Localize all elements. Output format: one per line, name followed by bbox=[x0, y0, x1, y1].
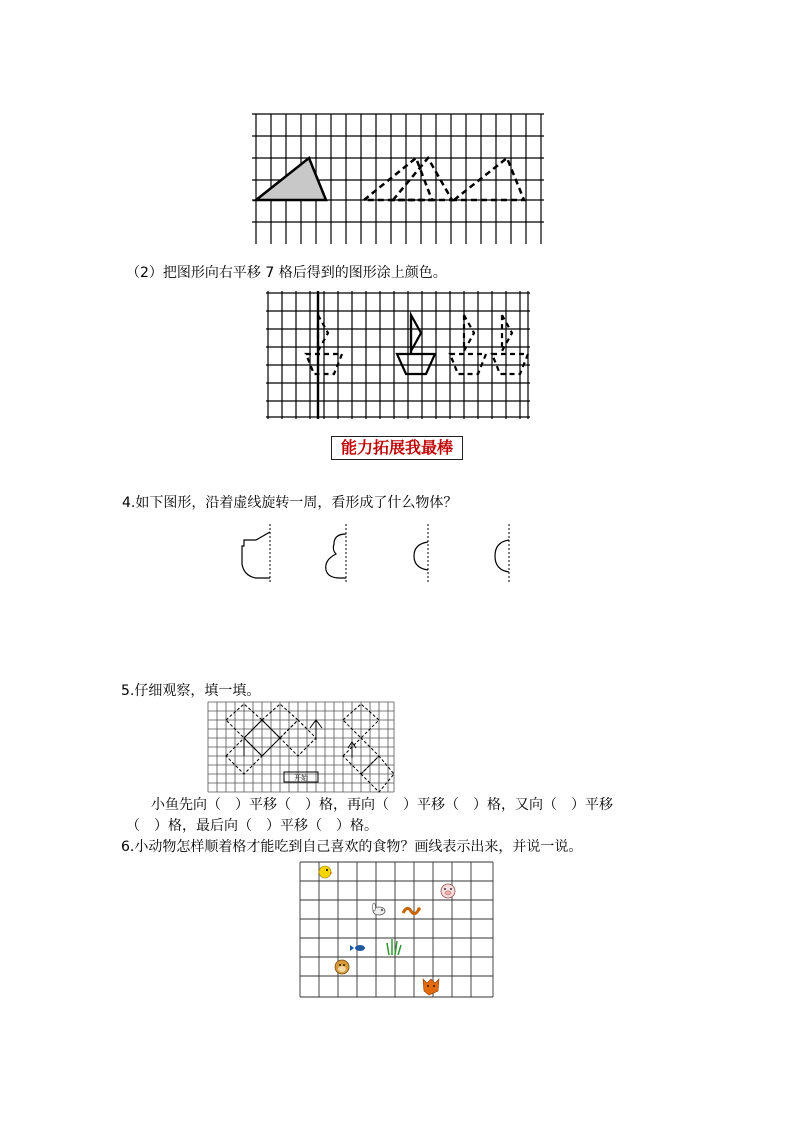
dashed-boat-3-sail bbox=[502, 315, 512, 351]
fish-icon bbox=[350, 945, 365, 951]
monkey-icon bbox=[335, 960, 349, 974]
dashed-boat-1-sail bbox=[318, 315, 328, 351]
question-4: 4.如下图形，沿着虚线旋转一周，看形成了什么物体？ bbox=[122, 495, 458, 511]
triangle-translation-grid bbox=[250, 110, 546, 246]
worm-icon bbox=[403, 907, 421, 913]
dashed-boat-2-hull bbox=[450, 354, 486, 374]
bowl-lid-shape bbox=[242, 532, 270, 578]
rabbit-icon bbox=[373, 903, 386, 915]
boat-translation-grid bbox=[264, 288, 534, 422]
question-5-line-1: 小鱼先向（ ）平移（ ）格，再向（ ）平移（ ）格，又向（ ）平移 bbox=[151, 797, 613, 813]
semicircle-shape-2 bbox=[495, 540, 509, 572]
rotation-shapes-figure bbox=[236, 520, 526, 590]
dashed-triangle-3 bbox=[454, 158, 524, 200]
question-6: 6.小动物怎样顺着格才能吃到自己喜欢的食物？画线表示出来，并说一说。 bbox=[121, 839, 583, 855]
solid-boat-hull bbox=[397, 354, 435, 374]
gourd-shape bbox=[326, 534, 346, 578]
section-banner: 能力拓展我最棒 bbox=[331, 436, 463, 460]
question-5-line-2: （ ）格，最后向（ ）平移（ ）格。 bbox=[126, 818, 378, 834]
animal-food-grid bbox=[299, 861, 495, 999]
dashed-boat-3-hull bbox=[492, 354, 528, 374]
pig-icon bbox=[441, 884, 455, 898]
fish-path-grid bbox=[206, 700, 396, 794]
solid-boat-sail bbox=[411, 315, 421, 351]
question-3-part-2: （2）把图形向右平移 7 格后得到的图形涂上颜色。 bbox=[126, 265, 447, 281]
dashed-triangle-2 bbox=[393, 158, 452, 200]
question-5: 5.仔细观察，填一填。 bbox=[121, 683, 261, 699]
fox-icon bbox=[423, 979, 439, 995]
chick-icon bbox=[319, 866, 333, 878]
start-label: 开始 bbox=[294, 774, 308, 782]
grass-icon bbox=[387, 939, 401, 955]
semicircle-shape-1 bbox=[414, 542, 428, 570]
dashed-boat-2-sail bbox=[464, 315, 474, 351]
